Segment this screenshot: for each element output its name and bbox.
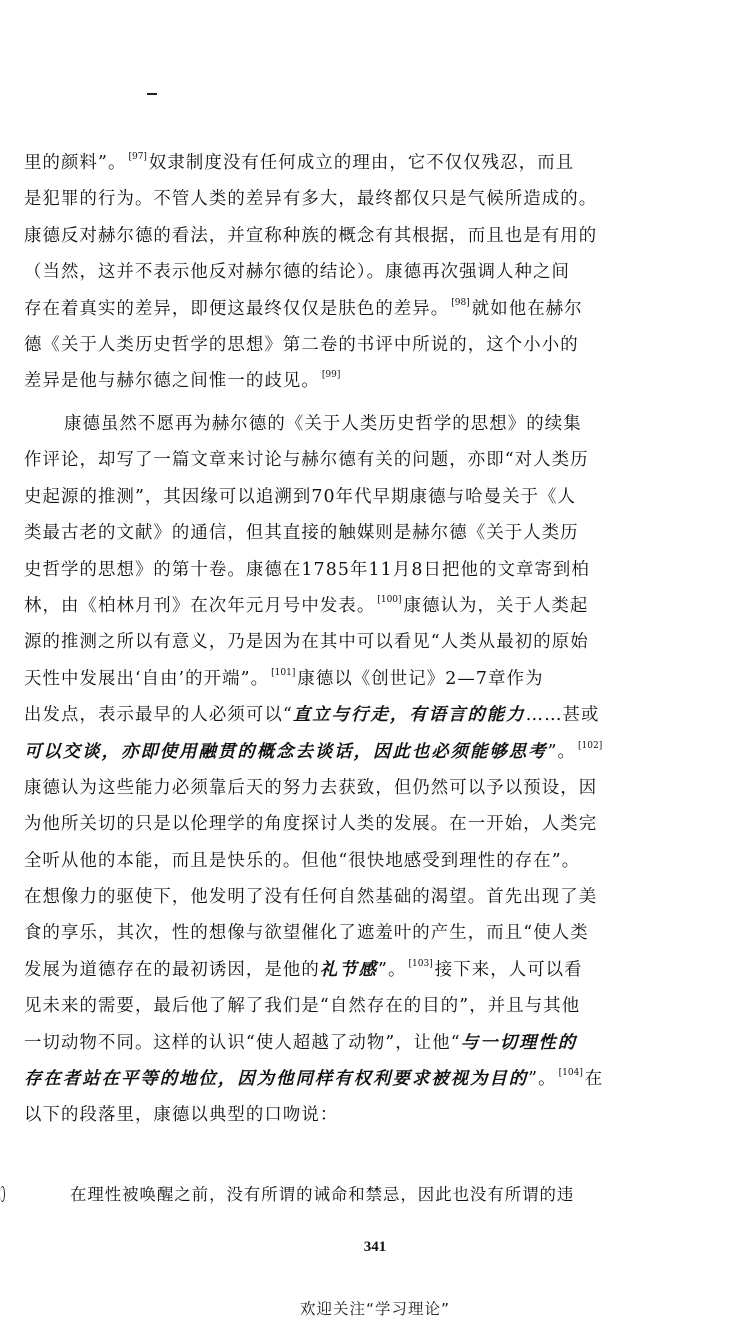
emphasis-text: 与一切理性的	[460, 1032, 578, 1053]
quote-text: 在理性被唤醒之前，没有所谓的诫命和禁忌，因此也没有所谓的违	[70, 1185, 575, 1204]
emphasis-text: 直立与行走，有语言的能力	[292, 705, 526, 726]
text-line: 史起源的推测”，其因缘可以追溯到70年代早期康德与哈曼关于《人	[24, 486, 577, 507]
emphasis-text: 存在者站在平等的地位，因为他同样有权利要求被视为目的	[24, 1069, 529, 1090]
text-line: 差异是他与赫尔德之间惟一的歧见。 [99]	[24, 370, 341, 392]
text-line: 为他所关切的只是以伦理学的角度探讨人类的发展。在一开始，人类完	[24, 814, 598, 835]
page-number: 341	[363, 1239, 387, 1255]
text-line: 里的颜料”。 [97] 奴隶制度没有任何成立的理由，它不仅仅残忍，而且	[24, 152, 575, 173]
text-line: 是犯罪的行为。不管人类的差异有多大，最终都仅只是气候所造成的。	[24, 189, 598, 210]
text-line: 史哲学的思想》的第十卷。康德在1785年11月8日把他的文章寄到柏	[24, 559, 590, 580]
footnote-ref[interactable]: [98]	[451, 297, 470, 308]
text-line: 见未来的需要，最后他了解了我们是“自然存在的目的”，并且与其他	[24, 996, 581, 1017]
margin-mark	[0, 1186, 5, 1202]
footnote-ref[interactable]: [97]	[128, 152, 147, 162]
page-mark	[147, 93, 157, 95]
text-line: 存在着真实的差异，即便这最终仅仅是肤色的差异。 [98] 就如他在赫尔	[24, 297, 583, 319]
text-line: 康德认为这些能力必须靠后天的努力去获致，但仍然可以予以预设，因	[24, 777, 598, 798]
text-line: 在想像力的驱使下，他发明了没有任何自然基础的渴望。首先出现了美	[24, 887, 598, 908]
text-line: 发展为道德存在的最初诱因，是他的礼节感”。 [103] 接下来，人可以看	[24, 958, 583, 980]
text-line: 以下的段落里，康德以典型的口吻说：	[24, 1105, 339, 1126]
text-line: 康德虽然不愿再为赫尔德的《关于人类历史哲学的思想》的续集	[64, 414, 582, 434]
text-line: 可以交谈，亦即使用融贯的概念去谈话，因此也必须能够思考”。 [102]	[24, 740, 603, 762]
emphasis-text: 可以交谈，亦即使用融贯的概念去谈话，因此也必须能够思考	[24, 741, 548, 762]
text-line: 作评论，却写了一篇文章来讨论与赫尔德有关的问题，亦即“对人类历	[24, 450, 589, 471]
text-line: 食的享乐，其次，性的想像与欲望催化了遮羞叶的产生，而且“使人类	[24, 923, 589, 944]
block-quote	[70, 1180, 670, 1210]
text-line: （当然，这并不表示他反对赫尔德的结论）。康德再次强调人种之间	[24, 262, 571, 283]
text-line: 天性中发展出‘自由’的开端”。 [101] 康德以《创世记》2—7章作为	[24, 667, 544, 689]
emphasis-text: 礼节感	[319, 959, 379, 980]
text-line: 出发点，表示最早的人必须可以“直立与行走，有语言的能力……甚或	[24, 705, 600, 726]
footnote-ref[interactable]: [104]	[558, 1068, 583, 1079]
footnote-ref[interactable]: [103]	[408, 958, 433, 969]
paragraph-2	[24, 406, 674, 1134]
text-line: 存在者站在平等的地位，因为他同样有权利要求被视为目的”。 [104] 在	[24, 1068, 604, 1090]
footer-note: 欢迎关注“学习理论”	[299, 1300, 451, 1318]
footnote-ref[interactable]: [102]	[578, 740, 603, 751]
footnote-ref[interactable]: [99]	[321, 370, 341, 381]
text-line: 源的推测之所以有意义，乃是因为在其中可以看见“人类从最初的原始	[24, 632, 589, 653]
text-line: 类最古老的文献》的通信，但其直接的触媒则是赫尔德《关于人类历	[24, 523, 579, 544]
text-line: 康德反对赫尔德的看法，并宣称种族的概念有其根据，而且也是有用的	[24, 225, 598, 246]
paragraph-1	[24, 145, 674, 400]
footnote-ref[interactable]: [100]	[377, 594, 402, 605]
text-line: 德《关于人类历史哲学的思想》第二卷的书评中所说的，这个小小的	[24, 334, 579, 355]
text-line: 一切动物不同。这样的认识“使人超越了动物”，让他“与一切理性的	[24, 1032, 578, 1053]
text-line: 全听从他的本能，而且是快乐的。但他“很快地感受到理性的存在”。	[24, 850, 581, 871]
text-line: 林，由《柏林月刊》在次年元月号中发表。 [100] 康德认为，关于人类起	[24, 594, 589, 616]
footnote-ref[interactable]: [101]	[271, 667, 296, 678]
